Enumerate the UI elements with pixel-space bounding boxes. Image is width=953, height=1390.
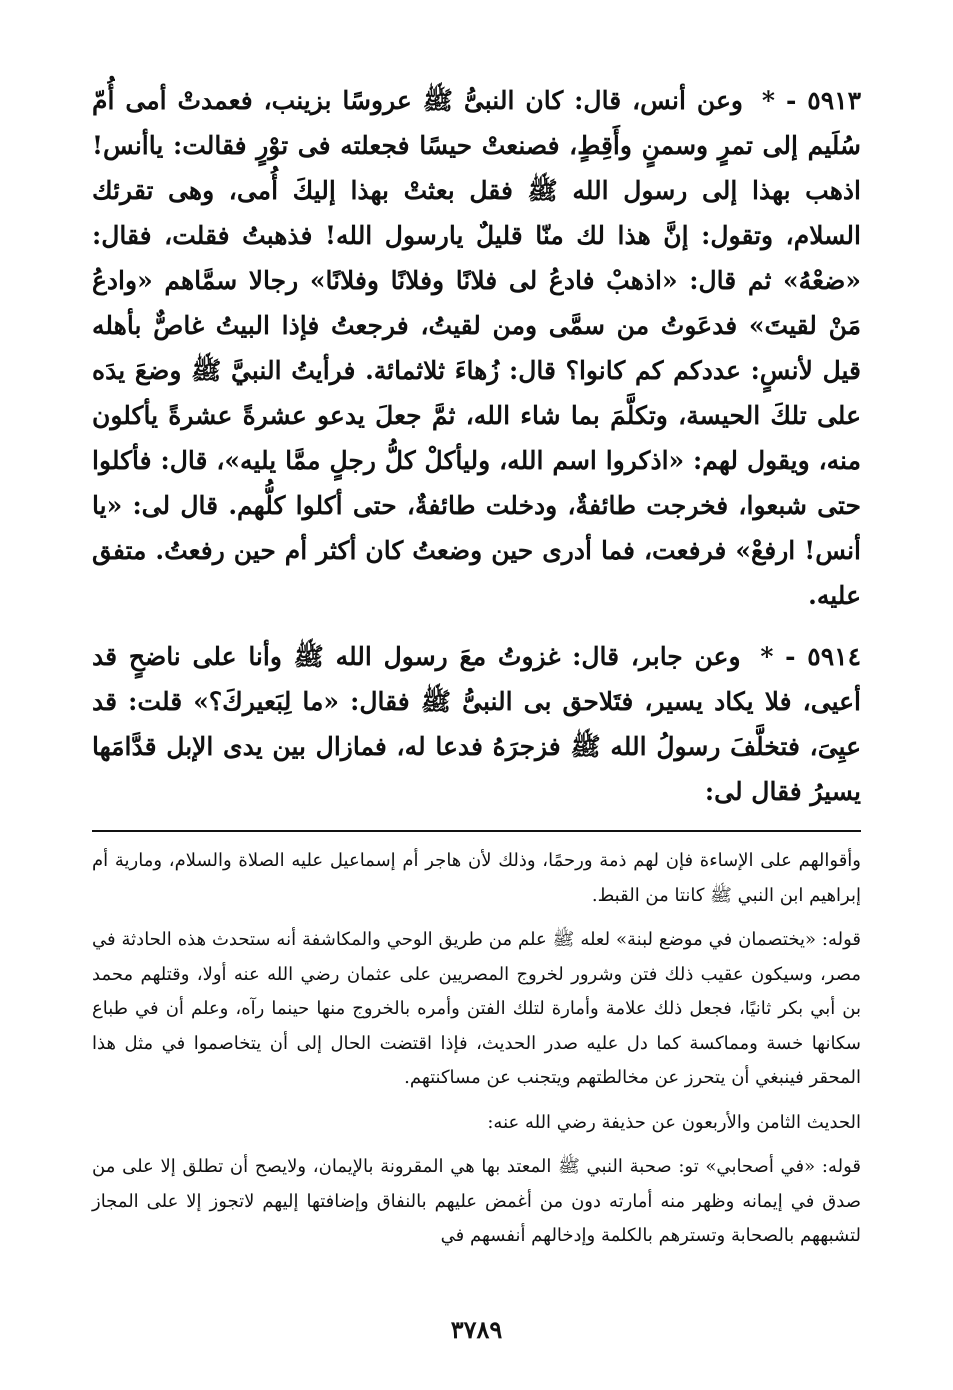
footnote-divider: [92, 830, 861, 832]
commentary-paragraph: قوله: «في أصحابي» تو: صحبة النبي ﷺ المعتد بها هي المقرونة بالإيمان، ولايصح أن تطلق إلا على من صدق في إيمانه وظهر منه أمارته دون من أغمض عليهم بالنفاق وإضافتها إليهم لاتجوز إلا على المجاز لتشبههم بالصحابة وتسترهم بالكلمة وإدخالهم أنفسهم في: [92, 1156, 861, 1246]
page-number: ٣٧٨٩: [450, 1315, 503, 1344]
commentary-paragraph: وأقوالهم على الإساءة فإن لهم ذمة ورحمًا، وذلك لأن هاجر أم إسماعيل عليه الصلاة والسلام، ومارية أم إبراهيم ابن النبي ﷺ كانتا من القبط.: [92, 850, 861, 906]
hadith-text: وعن جابر، قال: غزوتُ معَ رسول الله ﷺ وأنا على ناضحٍ قد أعيى، فلا يكاد يسير، فتَلاحق بى النبىُّ ﷺ فقال: «ما لِبَعيركَ؟» قلت: قد عيِىَ، فتخلَّفَ رسولُ الله ﷺ فزجرَهُ فدعا له، فمازال بين يدى الإبل قدَّامَها يسيرُ فقال لى:: [92, 642, 861, 806]
commentary-heading: الحديث الثامن والأربعون عن حذيفة رضي الله عنه:: [487, 1111, 861, 1133]
hadith-5914: [92, 634, 861, 814]
hadith-number: ٥٩١٣ - *: [761, 86, 861, 115]
hadith-text: وعن أنس، قال: كان النبىُّ ﷺ عروسًا بزينب، فعمدتْ أمى أُمّ سُلَيم إلى تمرٍ وسمنٍ وأَقِطٍ، فصنعتْ حيسًا فجعلته فى توْرٍ فقالت: ياأنس! اذهب بهذا إلى رسول الله ﷺ فقل بعثتْ بهذا إليكَ أُمى، وهى تقرئك السلام، وتقول: إنَّ هذا لك منّا قليلٌ يارسول الله! فذهبتُ فقلت، فقال: «ضعْهُ» ثم قال: «اذهبْ فادعُ لى فلانًا وفلانًا وفلانًا» رجالا سمَّاهم «وادعُ مَنْ لقيتَ» فدعَوتُ من سمَّى ومن لقيتُ، فرجعتُ فإذا البيتُ غاصٌّ بأهله قيل لأنسٍ: عددكم كم كانوا؟ قال: زُهاءَ ثلاثمائة. فرأيتُ النبيَّ ﷺ وضعَ يدَه على تلكَ الحيسة، وتكلَّمَ بما شاء الله، ثمَّ جعلَ يدعو عشرةً عشرةً يأكلون منه، ويقول لهم: «اذكروا اسم الله، وليأكلْ كلُّ رجلٍ ممَّا يليه»، قال: فأكلوا حتى شبعوا، فخرجت طائفةٌ، ودخلت طائفةٌ، حتى أكلوا كلُّهم. قال لى: «يا أنس! ارفعْ» فرفعت، فما أدرى حين وضعتُ كان أكثر أم حين رفعتُ. متفق عليه.: [92, 86, 861, 610]
hadith-5913: [92, 78, 861, 618]
commentary-paragraph: قوله: «يختصمان في موضع لبنة» لعله ﷺ علم من طريق الوحي والمكاشفة أنه ستحدث هذه الحادثة في مصر، وسيكون عقيب ذلك فتن وشرور لخروج المصريين على عثمان رضي الله عنه أولا، وقتلهم محمد بن أبي بكر ثانيًا، فجعل ذلك علامة وأمارة لتلك الفتن وأمره بالخروج منها حينما رآه، وعلم أن في طباع سكانها خسة ومماكسة كما دل عليه صدر الحديث، فإذا اقتضت الحال إلى أن يتخاصموا في مثل هذا المحقر فينبغي أن يتحرز عن مخالطتهم ويتجنب عن مساكنتهم.: [92, 929, 861, 1088]
hadith-number: ٥٩١٤ - *: [760, 642, 861, 671]
